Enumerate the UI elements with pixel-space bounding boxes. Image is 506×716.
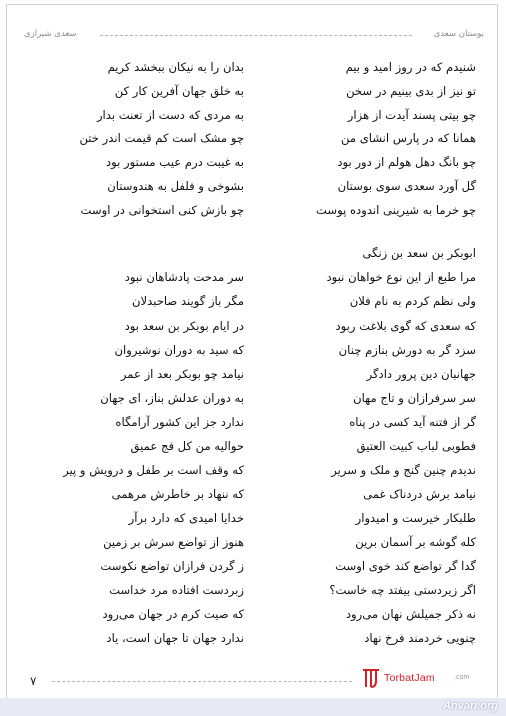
verse-left: ندارد جهان تا جهان است، یاد [106, 631, 244, 645]
page-number: ۷ [30, 674, 37, 688]
verse-left: سر مدحت پادشاهان نبود [124, 270, 244, 284]
verse-right: شنیدم که در روز امید و بیم [345, 60, 476, 74]
verse-left: چو مشک است کم قیمت اندر ختن [79, 131, 244, 145]
verse-left: ز گردن فرازان تواضع نکوست [100, 559, 244, 573]
verse-right: اگر زیردستی بیفتد چه خاست؟ [329, 583, 476, 597]
verse-right: چو بانگ دهل هولم از دور بود [337, 155, 476, 169]
verse-left: ندارد جز این کشور آرامگاه [115, 415, 244, 429]
watermark-bar [0, 698, 506, 716]
verse-left: به غیبت درم عیب مستور بود [105, 155, 244, 169]
verse-right: ندیدم چنین گنج و ملک و سریر [331, 463, 476, 477]
verse-left: مگر باز گویند صاحبدلان [132, 294, 244, 308]
verse-left: که صیت کرم در جهان می‌رود [102, 607, 244, 621]
verse-left: بدان را به نیکان ببخشد کریم [107, 60, 244, 74]
torbatjam-logo-icon [362, 667, 380, 689]
verse-right: طلبکار خیرست و امیدوار [355, 511, 476, 525]
author-name: سعدی شیرازی [24, 29, 77, 39]
book-title: بوستان سعدی [433, 29, 484, 39]
verse-left: به مردی که دست از تعنت بدار [96, 108, 244, 122]
verse-right: چو خرما به شیرینی اندوده پوست [315, 203, 476, 217]
verse-right: گدا گر تواضع کند خوی اوست [335, 559, 476, 573]
verse-right: مرا طبع از این نوع خواهان نبود [326, 270, 476, 284]
site-name: TorbatJam [384, 672, 435, 684]
verse-left: نیامد چو بوبکر بعد از عمر [120, 367, 244, 381]
verse-left: که سید به دوران نوشیروان [114, 343, 244, 357]
verse-right: گر از فتنه آید کسی در پناه [349, 415, 476, 429]
verse-right: نه ذکر جمیلش نهان می‌رود [345, 607, 476, 621]
verse-right: که سعدی که گوی بلاغت ربود [335, 319, 476, 333]
verse-left: چو بازش کنی استخوانی در اوست [80, 203, 244, 217]
site-suffix: .com [454, 674, 470, 681]
verse-left: که ننهاد بر خاطرش مرهمی [111, 487, 244, 501]
verse-right: جهانبان دین پرور دادگر [366, 367, 476, 381]
verse-left: که وقف است بر طفل و درویش و پیر [63, 463, 244, 477]
verse-left: به دوران عدلش بناز، ای جهان [100, 391, 244, 405]
verse-right: گل آورد سعدی سوی بوستان [337, 179, 476, 193]
verse-right: تو نیز از بدی بینیم در سخن [346, 84, 476, 98]
verse-right: ولی نظم کردم به نام فلان [349, 294, 476, 308]
verse-right: کله گوشه بر آسمان برین [355, 535, 476, 549]
verse-left: در ایام بوبکر بن سعد بود [124, 319, 244, 333]
verse-right: چو بیتی پسند آیدت از هزار [347, 108, 476, 122]
verse-left: زبردست افتاده مرد خداست [109, 583, 244, 597]
verse-right: همانا که در پارس انشای من [341, 131, 476, 145]
verse-left: به خلق جهان آفرین کار کن [114, 84, 244, 98]
verse-right: نیامد برش دردناک غمی [363, 487, 476, 501]
footer-divider [52, 681, 352, 682]
verse-right: سزد گر به دورش بنازم چنان [338, 343, 476, 357]
watermark-text: Anvari.org [442, 700, 498, 712]
page-header [0, 0, 506, 44]
verse-left: بشوخی و فلفل به هندوستان [107, 179, 244, 193]
verse-right: فطوبی لباب کبیت العتیق [356, 439, 476, 453]
verse-right: چنویی خردمند فرخ نهاد [364, 631, 476, 645]
verse-left: هنوز از تواضع سرش بر زمین [103, 535, 244, 549]
site-logo[interactable] [362, 667, 472, 689]
verse-left: حوالیه من کل فج عمیق [130, 439, 244, 453]
header-divider [100, 35, 412, 36]
section-heading: ابوبکر بن سعد بن زنگی [362, 246, 476, 260]
verse-left: خدایا امیدی که دارد برآر [128, 511, 244, 525]
verse-right: سر سرفرازان و تاج مهان [353, 391, 476, 405]
